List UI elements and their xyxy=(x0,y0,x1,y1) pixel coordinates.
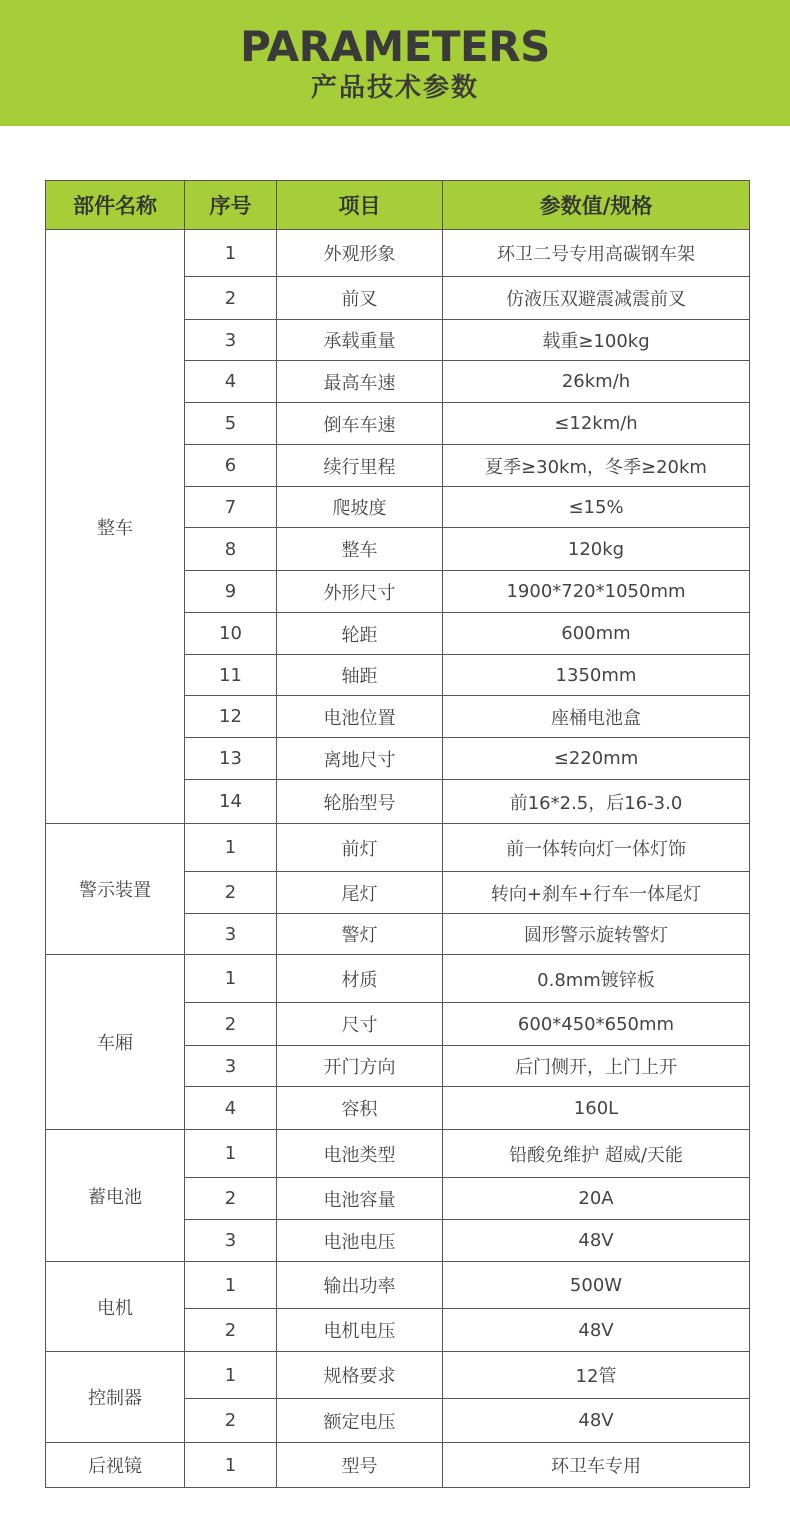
column-header-component: 部件名称 xyxy=(46,181,185,230)
component-group-name: 整车 xyxy=(46,230,185,824)
item-name-cell: 外观形象 xyxy=(277,230,443,277)
item-name-cell: 倒车车速 xyxy=(277,403,443,445)
row-number-cell: 1 xyxy=(185,824,277,872)
item-name-cell: 离地尺寸 xyxy=(277,738,443,780)
parameter-value-cell: 1350mm xyxy=(443,655,750,696)
page-subtitle: 产品技术参数 xyxy=(310,73,479,103)
parameters-table xyxy=(45,180,750,1488)
row-number-cell: 1 xyxy=(185,1352,277,1399)
item-name-cell: 外形尺寸 xyxy=(277,571,443,613)
item-name-cell: 整车 xyxy=(277,528,443,571)
item-name-cell: 前灯 xyxy=(277,824,443,872)
item-name-cell: 电池类型 xyxy=(277,1130,443,1178)
item-name-cell: 承载重量 xyxy=(277,320,443,361)
item-name-cell: 输出功率 xyxy=(277,1262,443,1309)
row-number-cell: 3 xyxy=(185,1046,277,1087)
table-row xyxy=(46,1443,750,1488)
row-number-cell: 2 xyxy=(185,1399,277,1443)
row-number-cell: 2 xyxy=(185,277,277,320)
row-number-cell: 2 xyxy=(185,1178,277,1220)
parameter-value-cell: 环卫二号专用高碳钢车架 xyxy=(443,230,750,277)
item-name-cell: 轮胎型号 xyxy=(277,780,443,824)
parameter-value-cell: 铅酸免维护 超威/天能 xyxy=(443,1130,750,1178)
parameter-value-cell: 圆形警示旋转警灯 xyxy=(443,914,750,955)
row-number-cell: 3 xyxy=(185,320,277,361)
item-name-cell: 电池电压 xyxy=(277,1220,443,1262)
table-row xyxy=(46,1262,750,1309)
parameter-value-cell: 48V xyxy=(443,1309,750,1352)
row-number-cell: 6 xyxy=(185,445,277,487)
parameter-value-cell: 0.8mm镀锌板 xyxy=(443,955,750,1003)
parameter-value-cell: 转向+刹车+行车一体尾灯 xyxy=(443,872,750,914)
parameter-value-cell: 1900*720*1050mm xyxy=(443,571,750,613)
row-number-cell: 9 xyxy=(185,571,277,613)
parameter-value-cell: 12管 xyxy=(443,1352,750,1399)
table-row xyxy=(46,230,750,277)
row-number-cell: 12 xyxy=(185,696,277,738)
column-header-value: 参数值/规格 xyxy=(443,181,750,230)
component-group-name: 警示装置 xyxy=(46,824,185,955)
parameter-value-cell: 后门侧开，上门上开 xyxy=(443,1046,750,1087)
row-number-cell: 1 xyxy=(185,955,277,1003)
row-number-cell: 3 xyxy=(185,1220,277,1262)
item-name-cell: 电池位置 xyxy=(277,696,443,738)
column-header-number: 序号 xyxy=(185,181,277,230)
row-number-cell: 2 xyxy=(185,1309,277,1352)
row-number-cell: 13 xyxy=(185,738,277,780)
header-banner xyxy=(0,0,790,126)
row-number-cell: 11 xyxy=(185,655,277,696)
table-row xyxy=(46,824,750,872)
row-number-cell: 2 xyxy=(185,1003,277,1046)
row-number-cell: 1 xyxy=(185,1130,277,1178)
item-name-cell: 尺寸 xyxy=(277,1003,443,1046)
row-number-cell: 1 xyxy=(185,230,277,277)
parameter-value-cell: 仿液压双避震减震前叉 xyxy=(443,277,750,320)
item-name-cell: 警灯 xyxy=(277,914,443,955)
parameter-value-cell: ≤220mm xyxy=(443,738,750,780)
item-name-cell: 电池容量 xyxy=(277,1178,443,1220)
item-name-cell: 额定电压 xyxy=(277,1399,443,1443)
item-name-cell: 轮距 xyxy=(277,613,443,655)
table-row xyxy=(46,1352,750,1399)
table-header-row xyxy=(46,181,750,230)
parameter-value-cell: 环卫车专用 xyxy=(443,1443,750,1488)
row-number-cell: 7 xyxy=(185,487,277,528)
item-name-cell: 规格要求 xyxy=(277,1352,443,1399)
parameter-value-cell: 48V xyxy=(443,1399,750,1443)
component-group-name: 后视镜 xyxy=(46,1443,185,1488)
column-header-item: 项目 xyxy=(277,181,443,230)
parameter-value-cell: 前16*2.5，后16-3.0 xyxy=(443,780,750,824)
item-name-cell: 开门方向 xyxy=(277,1046,443,1087)
table-body xyxy=(46,230,750,1488)
parameter-value-cell: 48V xyxy=(443,1220,750,1262)
table-row xyxy=(46,955,750,1003)
parameter-value-cell: 600*450*650mm xyxy=(443,1003,750,1046)
parameter-value-cell: 160L xyxy=(443,1087,750,1130)
item-name-cell: 容积 xyxy=(277,1087,443,1130)
parameter-value-cell: 20A xyxy=(443,1178,750,1220)
parameter-value-cell: 600mm xyxy=(443,613,750,655)
item-name-cell: 材质 xyxy=(277,955,443,1003)
parameter-value-cell: 前一体转向灯一体灯饰 xyxy=(443,824,750,872)
parameter-value-cell: 座桶电池盒 xyxy=(443,696,750,738)
parameter-value-cell: 500W xyxy=(443,1262,750,1309)
parameter-value-cell: 夏季≥30km，冬季≥20km xyxy=(443,445,750,487)
row-number-cell: 1 xyxy=(185,1262,277,1309)
parameter-value-cell: 载重≥100kg xyxy=(443,320,750,361)
component-group-name: 电机 xyxy=(46,1262,185,1352)
row-number-cell: 1 xyxy=(185,1443,277,1488)
page-title: PARAMETERS xyxy=(240,22,550,71)
parameter-value-cell: 26km/h xyxy=(443,361,750,403)
row-number-cell: 4 xyxy=(185,361,277,403)
item-name-cell: 型号 xyxy=(277,1443,443,1488)
component-group-name: 车厢 xyxy=(46,955,185,1130)
row-number-cell: 5 xyxy=(185,403,277,445)
parameter-value-cell: ≤12km/h xyxy=(443,403,750,445)
item-name-cell: 爬坡度 xyxy=(277,487,443,528)
row-number-cell: 3 xyxy=(185,914,277,955)
parameter-value-cell: ≤15% xyxy=(443,487,750,528)
item-name-cell: 最高车速 xyxy=(277,361,443,403)
item-name-cell: 轴距 xyxy=(277,655,443,696)
parameter-value-cell: 120kg xyxy=(443,528,750,571)
component-group-name: 蓄电池 xyxy=(46,1130,185,1262)
item-name-cell: 续行里程 xyxy=(277,445,443,487)
row-number-cell: 14 xyxy=(185,780,277,824)
row-number-cell: 8 xyxy=(185,528,277,571)
row-number-cell: 10 xyxy=(185,613,277,655)
item-name-cell: 电机电压 xyxy=(277,1309,443,1352)
component-group-name: 控制器 xyxy=(46,1352,185,1443)
item-name-cell: 前叉 xyxy=(277,277,443,320)
table-row xyxy=(46,1130,750,1178)
item-name-cell: 尾灯 xyxy=(277,872,443,914)
row-number-cell: 4 xyxy=(185,1087,277,1130)
row-number-cell: 2 xyxy=(185,872,277,914)
